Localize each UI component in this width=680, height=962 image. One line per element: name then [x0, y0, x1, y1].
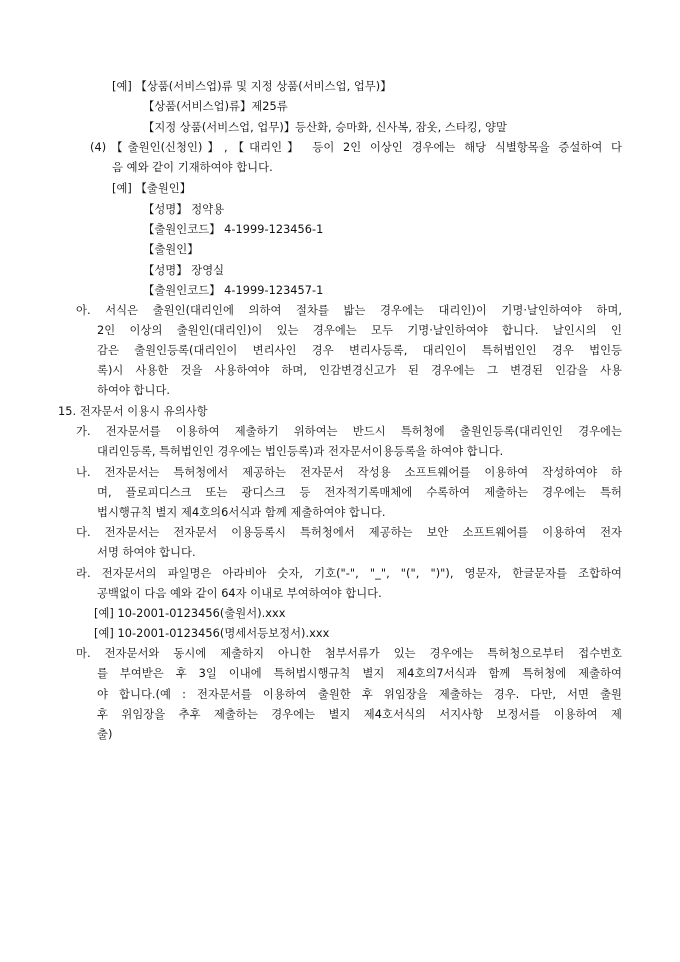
item-ma-line-4: 후 위임장을 추후 제출하는 경우에는 별지 제4호서식의 서지사항 보정서를 이용하여 제: [97, 708, 622, 721]
item-ra-line-1: 라. 전자문서의 파일명은 아라비아 숫자, 기호("-", "_", "(", ")"), 영문자, 한글문자를 조합하여: [76, 567, 622, 580]
item-ma-line-5: 출): [97, 728, 113, 741]
item-ga-line-2: 대리인등록, 특허법인인 경우에는 법인등록)과 전자문서이용등록을 하여야 합니다.: [97, 445, 504, 458]
item-ma-line-1: 마. 전자문서와 동시에 제출하지 아니한 첨부서류가 있는 경우에는 특허청으로부터 접수번호: [76, 647, 622, 660]
item-a-line-2: 2인 이상의 출원인(대리인)이 있는 경우에는 모두 기명·날인하여야 합니다. 날인시의 인: [97, 324, 622, 337]
item-4-line-2: 음 예와 같이 기재하여야 합니다.: [112, 161, 273, 174]
item-4-code-2: 【출원인코드】 4-1999-123457-1: [143, 284, 324, 297]
item-na-line-1: 나. 전자문서는 특허청에서 제공하는 전자문서 작성용 소프트웨어를 이용하여 작성하여야 하: [76, 466, 622, 479]
example-category-heading: [예] 【상품(서비스업)류 및 지정 상품(서비스업, 업무)】: [112, 80, 392, 93]
item-da-line-2: 서명 하여야 합니다.: [97, 546, 196, 559]
item-na-line-3: 법시행규칙 별지 제4호의6서식과 함께 제출하여야 합니다.: [97, 506, 386, 519]
section-15-title: 15. 전자문서 이용시 유의사항: [58, 405, 208, 418]
item-da-line-1: 다. 전자문서는 전자문서 이용등록시 특허청에서 제공하는 보안 소프트웨어를 이용하여 전자: [76, 526, 622, 539]
item-ma-line-3: 야 합니다.(예 : 전자문서를 이용하여 출원한 후 위임장을 제출하는 경우. 다만, 서면 출원: [97, 688, 622, 701]
item-ra-example-1: [예] 10-2001-0123456(출원서).xxx: [94, 607, 286, 620]
item-ga-line-1: 가. 전자문서를 이용하여 제출하기 위하여는 반드시 특허청에 출원인등록(대리인인 경우에는: [76, 425, 622, 438]
item-4-name-1: 【성명】 정약용: [143, 203, 225, 216]
item-na-line-2: 며, 플로피디스크 또는 광디스크 등 전자적기록매체에 수록하여 제출하는 경우에는 특허: [97, 486, 622, 499]
item-ma-line-2: 를 부여받은 후 3일 이내에 특허법시행규칙 별지 제4호의7서식과 함께 특허청에 제출하여: [97, 667, 622, 680]
item-ra-line-2: 공백없이 다음 예와 같이 64자 이내로 부여하여야 합니다.: [97, 587, 382, 600]
item-4-line-1: (4)【출원인(신청인)】,【대리인】 등이 2인 이상인 경우에는 해당 식별항목을 증설하여 다: [90, 141, 622, 154]
item-4-name-2: 【성명】 장영실: [143, 264, 225, 277]
item-a-line-5: 하여야 합니다.: [97, 384, 171, 397]
item-4-applicant-2: 【출원인】: [143, 243, 199, 256]
item-a-line-1: 아. 서식은 출원인(대리인에 의하여 절차를 밟는 경우에는 대리인)이 기명·날인하여야 하며,: [76, 304, 622, 317]
item-a-line-4: 록)시 사용한 것을 사용하여야 하며, 인감변경신고가 된 경우에는 그 변경된 인감을 사용: [97, 364, 622, 377]
example-designated-goods: 【지정 상품(서비스업, 업무)】등산화, 승마화, 신사복, 잠옷, 스타킹, 양말: [143, 121, 507, 134]
item-ra-example-2: [예] 10-2001-0123456(명세서등보정서).xxx: [94, 627, 330, 640]
example-category-class: 【상품(서비스업)류】제25류: [143, 100, 288, 113]
item-4-code-1: 【출원인코드】 4-1999-123456-1: [143, 223, 324, 236]
item-a-line-3: 감은 출원인등록(대리인이 변리사인 경우 변리사등록, 대리인이 특허법인인 경우 법인등: [97, 344, 622, 357]
item-4-example-applicant: [예] 【출원인】: [112, 182, 192, 195]
